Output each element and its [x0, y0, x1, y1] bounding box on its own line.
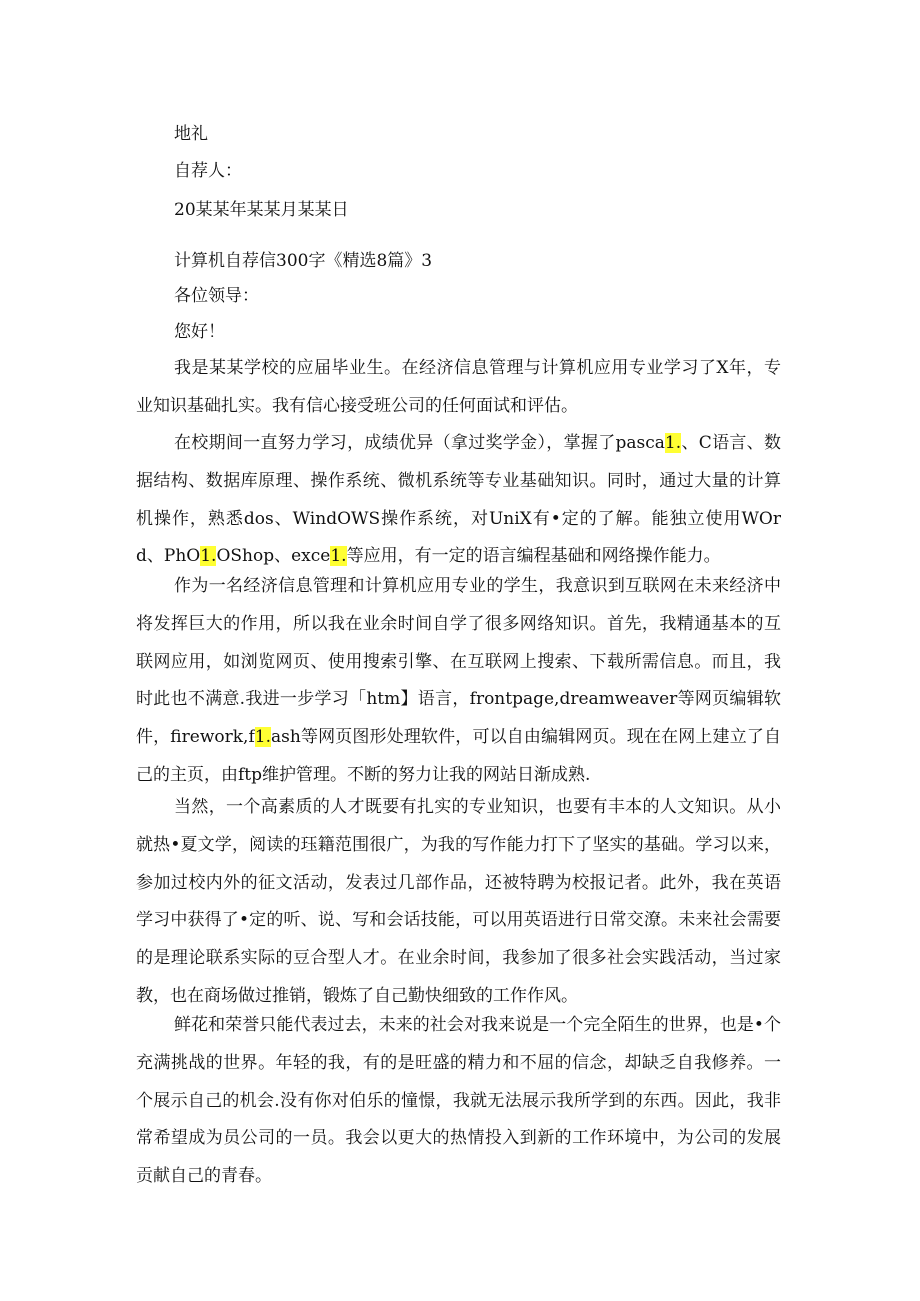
highlight-mark: 1.	[254, 727, 271, 748]
paragraph-closing: 鲜花和荣誉只能代表过去，未来的社会对我来说是一个完全陌生的世界，也是•个充满挑战的世界。年轻的我，有的是旺盛的精力和不屈的信念，却缺乏自我修养。一个展示自己的机会.没有你对伯乐的憧憬，我就无法展示我所学到的东西。因此，我非常希望成为员公司的一员。我会以更大的热情投入到新的工作环境中，为公司的发展贡献自己的青春。	[136, 1015, 781, 1187]
closing-line: 地礼	[174, 124, 208, 144]
paragraph-education-text-b: 、C语言、数据结构、数据库原理、操作系统、微机系统等专业基础知识。同时，通过大量的计算机操作，熟悉dos、WindOWS操作系统，对UniX有•定的了解。能独立使用WOrd、PhO	[136, 433, 781, 567]
date-line: 20某某年某某月某某日	[174, 200, 349, 220]
paragraph-education-text-a: 在校期间一直努力学习，成绩优异（拿过奖学金），掌握了pasca	[174, 433, 665, 453]
section-title: 计算机自荐信300字《精选8篇》3	[174, 251, 433, 271]
paragraph-humanities: 当然，一个高素质的人才既要有扎实的专业知识，也要有丰本的人文知识。从小就热•夏文学，阅读的珏籍范围很广，为我的写作能力打下了坚实的基础。学习以来，参加过校内外的征文活动，发表过几部作品，还被特聘为校报记者。此外，我在英语学习中获得了•定的听、说、写和会话技能，可以用英语进行日常交潦。未来社会需要的是理论联系实际的豆合型人才。在业余时间，我参加了很多社会实践活动，当过家教，也在商场做过推销，锻炼了自己勤快细致的工作作风。	[136, 797, 781, 1006]
paragraph-internet-text-a: 作为一名经济信息管理和计算机应用专业的学生，我意识到互联网在未来经济中将发挥巨大的作用，所以我在业余时间自学了很多网络知识。首先，我精通基本的互联网应用，如浏览网页、使用搜索引擎、在互联网上搜索、下载所需信息。而且，我时此也不满意.我进一步学习「htm】语言，frontpage,dreamweaver等网页编辑软件，firework,f	[136, 576, 781, 748]
greeting: 您好！	[174, 322, 225, 342]
highlight-mark: 1.	[330, 546, 347, 567]
paragraph-intro: 我是某某学校的应届毕业生。在经济信息管理与计算机应用专业学习了X年，专业知识基础扎实。我有信心接受班公司的任何面试和评估。	[136, 358, 781, 416]
signer-line: 自荐人：	[174, 161, 242, 181]
paragraph-education-text-d: 等应用，有一定的语言编程基础和网络操作能力。	[346, 546, 721, 567]
highlight-mark: 1.	[664, 433, 682, 453]
paragraph-education-text-c: OShop、exce	[216, 546, 331, 567]
paragraph-internet-text-b: ash等网页图形处理软件，可以自由编辑网页。现在在网上建立了自己的主页，由ftp维护管理。不断的努力让我的网站日渐成熟.	[136, 727, 782, 785]
paragraph-education	[136, 425, 781, 576]
highlight-mark: 1.	[200, 546, 217, 567]
salutation: 各位领导：	[174, 286, 259, 306]
paragraph-internet-skills	[136, 568, 781, 795]
